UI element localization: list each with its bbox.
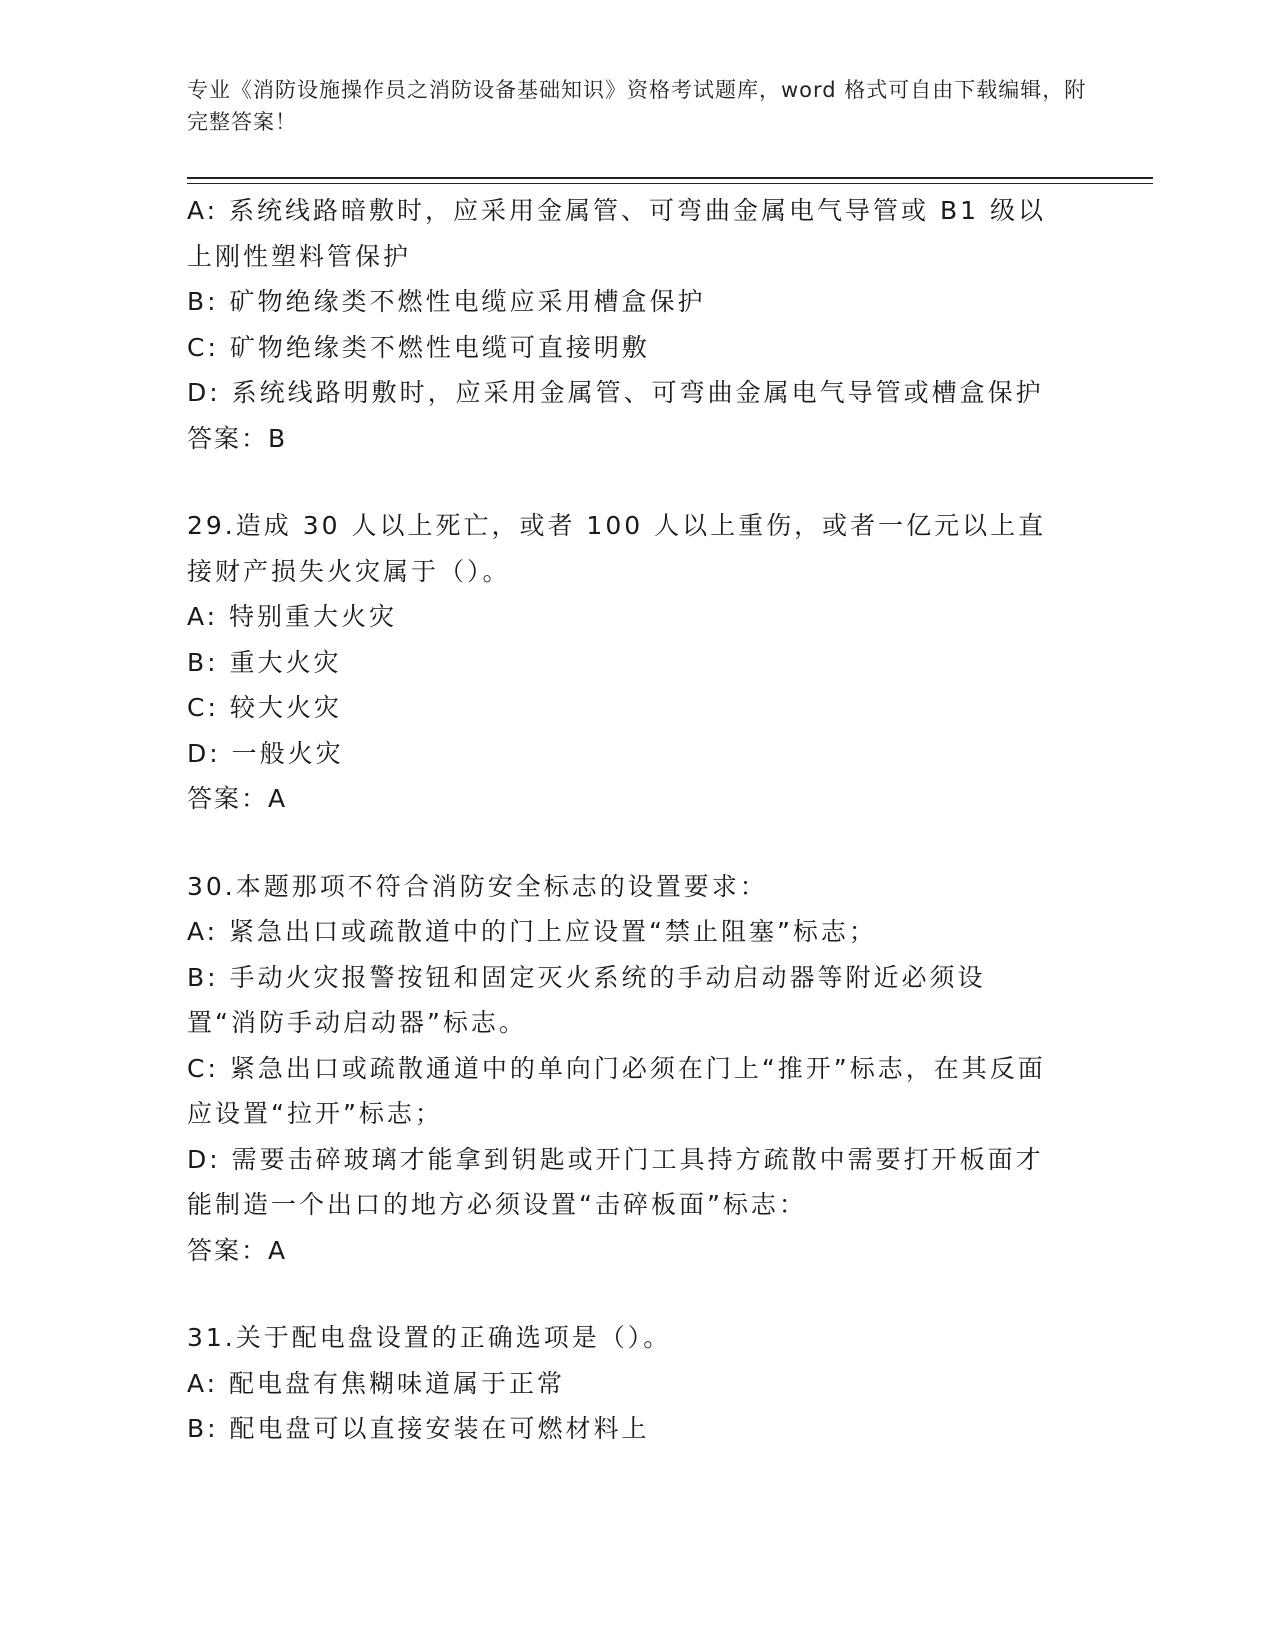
answer: 答案：A [187, 1235, 288, 1265]
option-b: B: 重大火灾 [187, 647, 342, 677]
option-c: C: 紧急出口或疏散通道中的单向门必须在门上“推开”标志，在其反面应设置“拉开”标志； [187, 1053, 1046, 1128]
header-divider-thin [187, 183, 1153, 184]
question-stem: 30.本题那项不符合消防安全标志的设置要求： [187, 871, 768, 901]
option-a: A: 特别重大火灾 [187, 602, 398, 631]
option-a: A: 系统线路暗敷时，应采用金属管、可弯曲金属电气导管或 B1 级以上刚性塑料管保护 [187, 196, 1046, 271]
option-d: D: 系统线路明敷时，应采用金属管、可弯曲金属电气导管或槽盒保护 [187, 378, 1044, 407]
answer: 答案：A [187, 784, 288, 813]
option-c: C: 较大火灾 [187, 693, 342, 722]
option-b: B: 手动火灾报警按钮和固定灭火系统的手动启动器等附近必须设置“消防手动启动器”标志。 [187, 962, 986, 1037]
option-c: C: 矿物绝缘类不燃性电缆可直接明敷 [187, 332, 650, 362]
answer: 答案：B [187, 423, 288, 453]
question-30 [187, 864, 1087, 1274]
option-b: B: 配电盘可以直接安装在可燃材料上 [187, 1414, 650, 1443]
question-31 [187, 1315, 1087, 1452]
document-header [187, 74, 1087, 138]
option-a: A: 配电盘有焦糊味道属于正常 [187, 1368, 566, 1398]
option-a: A: 紧急出口或疏散道中的门上应设置“禁止阻塞”标志； [187, 917, 877, 946]
question-stem: 31.关于配电盘设置的正确选项是（）。 [187, 1323, 672, 1352]
document-body [187, 188, 1087, 1452]
header-text: 专业《消防设施操作员之消防设备基础知识》资格考试题库，word 格式可自由下载编辑，附完整答案！ [187, 78, 1087, 134]
option-b: B: 矿物绝缘类不燃性电缆应采用槽盒保护 [187, 287, 706, 316]
header-divider-thick [187, 177, 1153, 179]
question-29 [187, 503, 1087, 822]
question-28 [187, 188, 1087, 461]
option-d: D: 需要击碎玻璃才能拿到钥匙或开门工具持方疏散中需要打开板面才能制造一个出口的地方必须设置“击碎板面”标志： [187, 1144, 1044, 1219]
option-d: D: 一般火灾 [187, 738, 344, 768]
question-stem: 29.造成 30 人以上死亡，或者 100 人以上重伤，或者一亿元以上直接财产损失火灾属于（）。 [187, 511, 1047, 586]
